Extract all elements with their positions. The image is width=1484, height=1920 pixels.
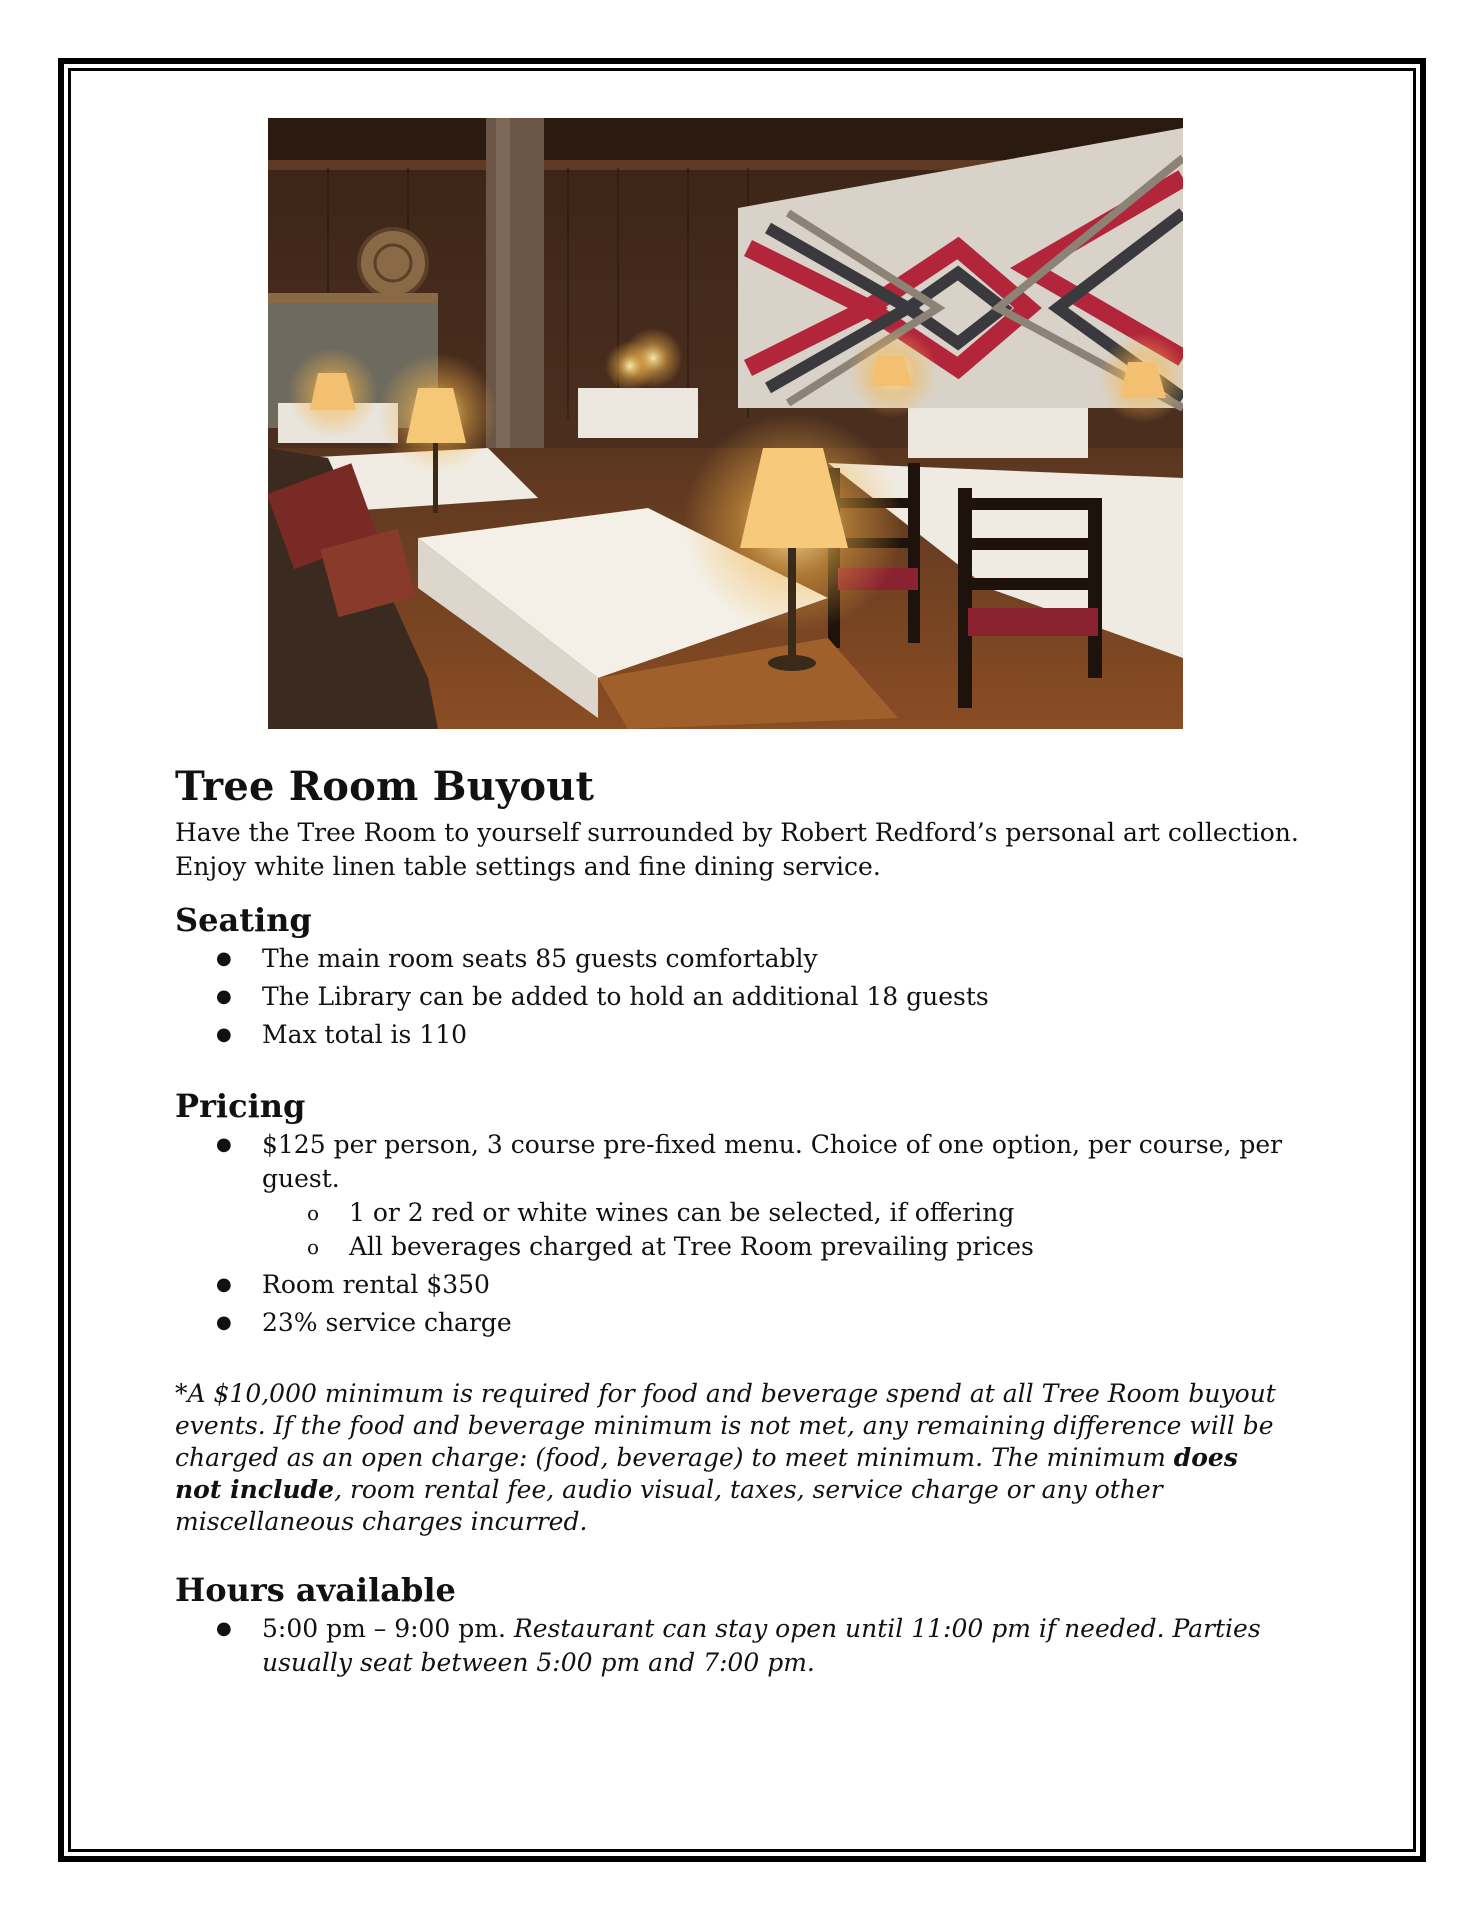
- minimum-spend-note: *A $10,000 minimum is required for food and beverage spend at all Tree Room buyout events. If the food and beverage minimum is not met, any remaining difference will be charged as an open charge: (food, beverage) to meet minimum. The minimum does not include, room rental fee, audio visual, taxes, service charge or any other miscellaneous charges incurred.: [175, 1379, 1276, 1536]
- bullet-icon: ●: [216, 1134, 232, 1155]
- pricing-heading: Pricing: [175, 1087, 306, 1125]
- list-item: ● 23% service charge: [175, 1306, 1330, 1340]
- list-item: ● Max total is 110: [175, 1018, 1330, 1052]
- pricing-sub-list: [262, 1196, 1330, 1264]
- circle-bullet-icon: o: [307, 1235, 320, 1259]
- pricing-list: [175, 1128, 1330, 1340]
- bullet-icon: ●: [216, 1618, 232, 1639]
- list-item: o All beverages charged at Tree Room prevailing prices: [262, 1230, 1330, 1264]
- bullet-icon: ●: [216, 1312, 232, 1333]
- dining-room-photo: [268, 118, 1183, 729]
- seating-heading: Seating: [175, 901, 312, 939]
- page-title: Tree Room Buyout: [175, 763, 595, 810]
- list-item: ● The main room seats 85 guests comfortably: [175, 942, 1330, 976]
- list-item: o 1 or 2 red or white wines can be selected, if offering: [262, 1196, 1330, 1230]
- list-item: ● 5:00 pm – 9:00 pm. Restaurant can stay open until 11:00 pm if needed. Parties usually seat between 5:00 pm and 7:00 pm.: [216, 1614, 1261, 1677]
- intro-line-2: Enjoy white linen table settings and fine dining service.: [175, 852, 881, 881]
- bullet-icon: ●: [216, 948, 232, 969]
- seating-list: [175, 942, 1330, 1052]
- bullet-icon: ●: [216, 1274, 232, 1295]
- list-item: ● Room rental $350: [175, 1268, 1330, 1302]
- document-body: [175, 760, 1330, 1680]
- list-item: ● The Library can be added to hold an additional 18 guests: [175, 980, 1330, 1014]
- intro-paragraph: [175, 816, 1330, 884]
- bullet-icon: ●: [216, 1024, 232, 1045]
- hours-heading: Hours available: [175, 1571, 456, 1609]
- bullet-icon: ●: [216, 986, 232, 1007]
- list-item: ● $125 per person, 3 course pre-fixed menu. Choice of one option, per course, per guest. o 1 or 2 red or white wines can be selected, if offering o All beverages charged at Tree Room prevailing prices: [175, 1128, 1330, 1264]
- hours-list: [175, 1612, 1330, 1680]
- circle-bullet-icon: o: [307, 1201, 320, 1225]
- intro-line-1: Have the Tree Room to yourself surrounded by Robert Redford’s personal art collection.: [175, 818, 1299, 847]
